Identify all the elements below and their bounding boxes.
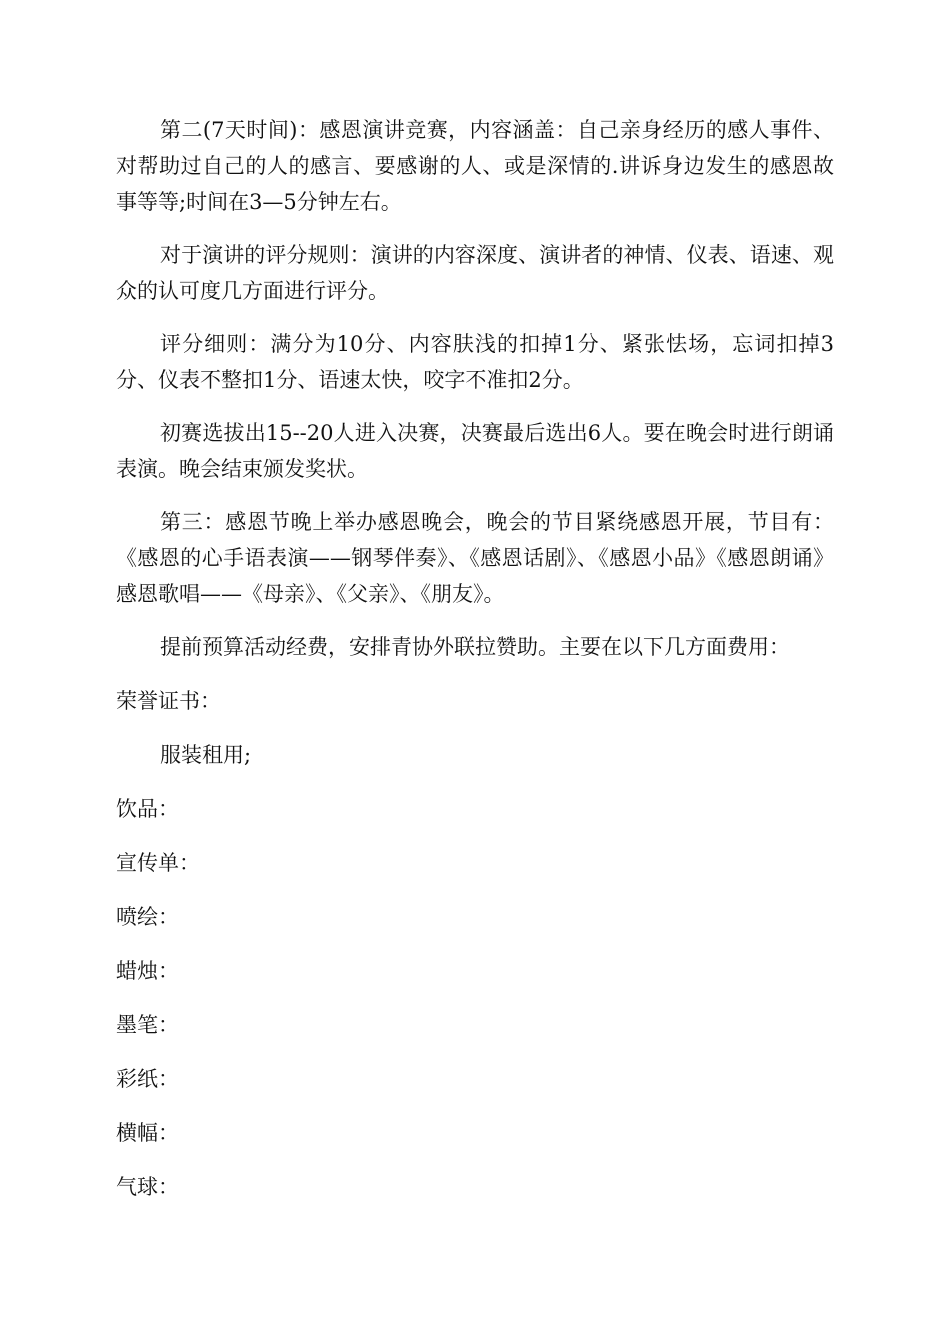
expense-item-ink-pens: 墨笔： <box>116 1013 179 1037</box>
paragraph-scoring-details: 评分细则：满分为10分、内容肤浅的扣掉1分、紧张怯场，忘词扣掉3分、仪表不整扣1分、语速太快，咬字不准扣2分。 <box>116 332 834 392</box>
expense-item-flyers: 宣传单： <box>116 851 200 875</box>
expense-item-colored-paper: 彩纸： <box>116 1067 179 1091</box>
expense-item-drinks: 饮品： <box>116 797 179 821</box>
paragraph-budget: 提前预算活动经费，安排青协外联拉赞助。主要在以下几方面费用： <box>160 635 790 659</box>
paragraph-scoring-rules: 对于演讲的评分规则：演讲的内容深度、演讲者的神情、仪表、语速、观众的认可度几方面进行评分。 <box>116 243 834 303</box>
expense-item-certificates: 荣誉证书： <box>116 689 221 713</box>
paragraph-speech-contest: 第二(7天时间)：感恩演讲竞赛，内容涵盖：自己亲身经历的感人事件、对帮助过自己的人的感言、要感谢的人、或是深情的.讲诉身边发生的感恩故事等等;时间在3—5分钟左右。 <box>116 118 834 214</box>
expense-item-candles: 蜡烛： <box>116 959 179 983</box>
expense-item-banners: 横幅： <box>116 1121 179 1145</box>
paragraph-thanksgiving-gala: 第三：感恩节晚上举办感恩晚会，晚会的节目紧绕感恩开展，节目有：《感恩的心手语表演——钢琴伴奏》、《感恩话剧》、《感恩小品》《感恩朗诵》感恩歌唱——《母亲》、《父亲》、《朋友》。 <box>116 510 834 606</box>
expense-item-costume-rental: 服装租用; <box>160 743 252 767</box>
expense-item-balloons: 气球： <box>116 1175 179 1199</box>
document-body <box>116 112 834 1223</box>
expense-item-banner-print: 喷绘： <box>116 905 179 929</box>
paragraph-preliminary-round: 初赛选拔出15--20人进入决赛，决赛最后选出6人。要在晚会时进行朗诵表演。晚会结束颁发奖状。 <box>116 421 834 481</box>
